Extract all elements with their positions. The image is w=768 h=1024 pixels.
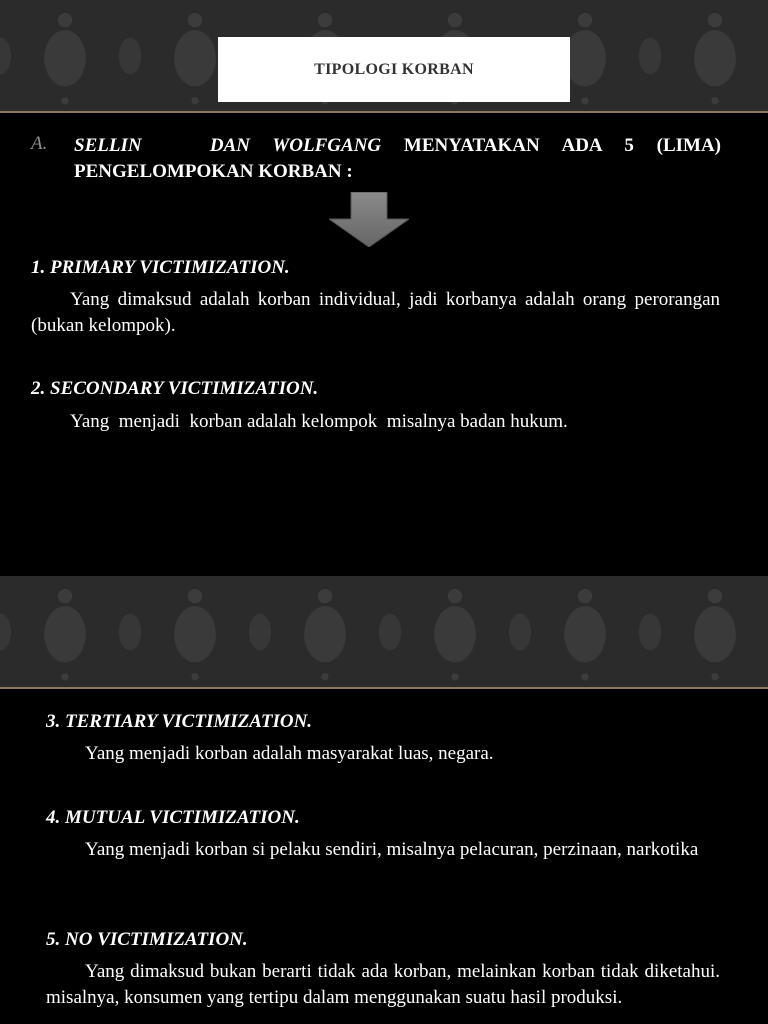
item-4-heading: 4. MUTUAL VICTIMIZATION.: [46, 807, 300, 828]
item-2-text: Yang menjadi korban adalah kelompok misalnya badan hukum.: [70, 411, 568, 432]
item-3-heading: 3. TERTIARY VICTIMIZATION.: [46, 711, 313, 732]
item-2-heading: 2. SECONDARY VICTIMIZATION.: [31, 378, 319, 399]
item-1-heading: 1. PRIMARY VICTIMIZATION.: [31, 257, 290, 278]
point-a-line1: [74, 133, 721, 159]
item-5-text: Yang dimaksud bukan berarti tidak ada korban, melainkan korban tidak diketahui. misalnya, konsumen yang tertipu dalam menggunakan suatu hasil produksi.: [46, 961, 720, 1008]
point-a-authors: SELLIN DAN WOLFGANG: [74, 135, 382, 156]
point-a-line2: PENGELOMPOKAN KORBAN :: [74, 161, 353, 182]
item-1-text: Yang dimaksud adalah korban individual, jadi korbanya adalah orang perorangan (bukan kelompok).: [31, 289, 720, 336]
item-5-heading: 5. NO VICTIMIZATION.: [46, 929, 248, 950]
item-3-text: Yang menjadi korban adalah masyarakat luas, negara.: [85, 743, 494, 764]
slide2-header-divider: [0, 687, 768, 689]
slide-title: TIPOLOGI KORBAN: [314, 60, 474, 78]
down-arrow-icon: [329, 192, 409, 247]
slide1-title-box: [218, 37, 570, 102]
slide1-header-divider: [0, 111, 768, 113]
point-a-line1-rest: MENYATAKAN ADA 5 (LIMA): [381, 135, 721, 156]
point-a-bullet: A.: [31, 133, 48, 154]
slide2-header-pattern: [0, 576, 768, 687]
item-4-text: Yang menjadi korban si pelaku sendiri, misalnya pelacuran, perzinaan, narkotika: [85, 839, 699, 860]
